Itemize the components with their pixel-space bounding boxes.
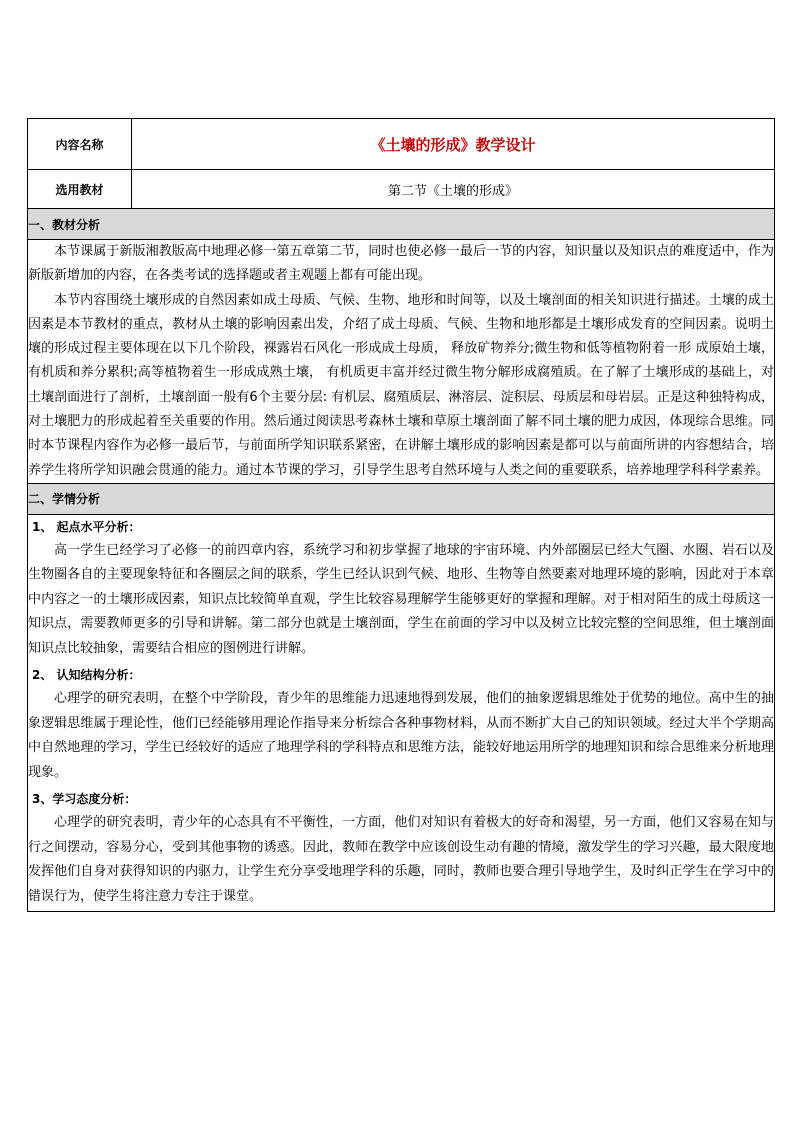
section1-heading-row — [28, 209, 775, 240]
paragraph: 高一学生已经学习了必修一的前四章内容，系统学习和初步掌握了地球的宇宙环境、内外部圈层已经大气圈、水圈、岩石以及生物圈各自的主要现象特征和各圈层之间的联系，学生已经认识到气候、地形、生物等自然要素对地理环境的影响，因此对于本章中内容之一的土壤形成因素，知识点比较简单直观，学生比较容易理解学生能够更好的掌握和理解。对于相对陌生的成土母质这一知识点，需要教师更多的引导和讲解。第二部分也就是土壤剖面，学生在前面的学习中以及树立比较完整的空间思维，但土壤剖面知识点比较抽象，需要结合相应的图例进行讲解。 — [28, 542, 774, 656]
textbook-label: 选用教材 — [28, 170, 132, 209]
section1-body-row — [28, 240, 775, 484]
paragraph: 本节课属于新版湘教版高中地理必修一第五章第二节，同时也使必修一最后一节的内容，知识量以及知识点的难度适中，作为新版新增加的内容，在各类考试的选择题或者主观题上都有可能出现。 — [28, 244, 774, 284]
lesson-plan-document — [27, 118, 775, 912]
paragraph: 本节内容围绕土壤形成的自然因素如成土母质、气候、生物、地形和时间等，以及土壤剖面的相关知识进行描述。土壤的成土因素是本节教材的重点，教材从土壤的影响因素出发，介绍了成土母质、气候、生物和地形都是土壤形成发育的空间因素。说明土壤的形成过程主要体现在以下几个阶段，裸露岩石风化一形成成土母质， 释放矿物养分;微生物和低等植物附着一形 成原始土壤，有机质和养分累积;高等植物着生一形成成熟土壤， 有机质更丰富并经过微生物分解形成腐殖质。在了解了土壤形成的基础上，对土壤剖面进行了剖析，土壤剖面一般有6个主要分层: 有机层、腐殖质层、淋溶层、淀积层、母质层和母岩层。正是这种独特构成，对土壤肥力的形成起着至关重要的作用。然后通过阅读思考森林土壤和草原土壤剖面了解不同土壤的肥力成因，体现综合思维。同时本节课程内容作为必修一最后节，与前面所学知识联系紧密，在讲解土壤形成的影响因素是都可以与前面所讲的内容想结合，培养学生将所学知识融会贯通的能力。通过本节课的学习，引导学生思考自然环境与人类之间的重要联系，培养地理学科科学素养。 — [28, 292, 774, 478]
section-heading-textbook-analysis: 一、教材分析 — [28, 209, 775, 240]
header-row-name — [28, 119, 775, 170]
section1-body — [28, 240, 775, 484]
section2-body — [28, 514, 775, 912]
paragraph: 心理学的研究表明，在整个中学阶段，青少年的思维能力迅速地得到发展，他们的抽象逻辑思维处于优势的地位。高中生的抽象逻辑思维属于理论性，他们已经能够用理论作指导来分析综合各种事物材料，从而不断扩大自己的知识领域。经过大半个学期高中自然地理的学习，学生已经较好的适应了地理学科的学科特点和思维方法，能较好地运用所学的地理知识和综合思维来分析地理现象。 — [28, 691, 774, 780]
content-name-label: 内容名称 — [28, 119, 132, 170]
section-heading-student-analysis: 二、学情分析 — [28, 483, 775, 514]
section2-heading-row — [28, 483, 775, 514]
header-row-textbook — [28, 170, 775, 209]
subheading-learning-attitude: 3、学习态度分析： — [32, 792, 137, 807]
section2-body-row — [28, 514, 775, 912]
subheading-cognitive-structure: 2、 认知结构分析： — [32, 668, 141, 683]
paragraph: 心理学的研究表明，青少年的心态具有不平衡性，一方面，他们对知识有着极大的好奇和渴望，另一方面，他们又容易在知与行之间摆动，容易分心，受到其他事物的诱惑。因此，教师在教学中应该创设生动有趣的情境，激发学生的学习兴趣，最大限度地发挥他们自身对获得知识的内驱力，让学生充分享受地理学科的乐趣，同时，教师也要合理引导地学生，及时纠正学生在学习中的错误行为，使学生将注意力专注于课堂。 — [28, 815, 774, 904]
lesson-plan-table — [27, 118, 775, 912]
document-title: 《土壤的形成》教学设计 — [132, 119, 775, 170]
subheading-starting-level: 1、 起点水平分析： — [32, 519, 141, 534]
textbook-value: 第二节《土壤的形成》 — [132, 170, 775, 209]
